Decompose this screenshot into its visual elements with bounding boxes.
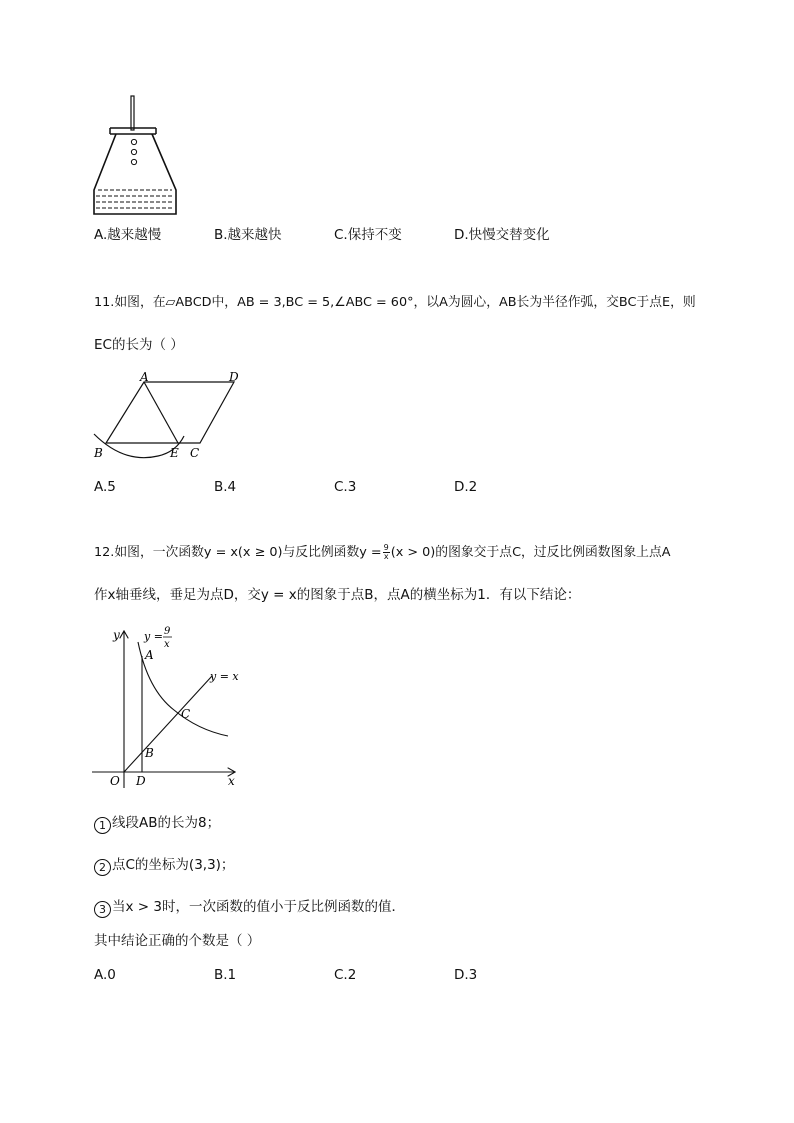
q12-stem-line2: 作x轴垂线，垂足为点D，交y = x的图象于点B，点A的横坐标为1．有以下结论： xyxy=(94,587,581,603)
q12-stem-fraction: $\frac{9}{x}$ xyxy=(383,543,389,561)
curve-label: y = xyxy=(144,630,163,643)
parallelogram-abcd xyxy=(106,382,234,443)
circled-number: 3 xyxy=(94,901,111,918)
graph-figure xyxy=(88,620,248,792)
label-a: A xyxy=(145,648,154,662)
label-c: C xyxy=(190,446,200,460)
segment-ae xyxy=(144,382,178,443)
line-y-equals-x xyxy=(124,676,212,772)
label-a: A xyxy=(140,370,149,384)
flask-tube xyxy=(131,96,134,130)
q11-stem-line2: EC的长为（ ） xyxy=(94,337,184,353)
q10-option-d[interactable]: D.快慢交替变化 xyxy=(454,227,550,243)
q11-option-b[interactable]: B.4 xyxy=(214,479,237,495)
q11-option-a[interactable]: A.5 xyxy=(94,479,116,495)
conclusion-1: 1 线段AB的长为8； xyxy=(94,814,220,834)
curve-label-den: x xyxy=(164,639,170,650)
circled-number: 2 xyxy=(94,859,111,876)
q11-stem-line1: 11.如图，在▱ABCD中，AB = 3,BC = 5,∠ABC = 60°，以A为圆心，AB长为半径作弧，交BC于点E，则 xyxy=(94,295,696,310)
q12-question: 其中结论正确的个数是（ ） xyxy=(94,933,261,949)
conclusion-2: 2 点C的坐标为(3,3)； xyxy=(94,856,234,876)
q12-option-d[interactable]: D.3 xyxy=(454,967,478,983)
q12-stem-part-a: 12.如图，一次函数y = x(x ≥ 0)与反比例函数y = xyxy=(94,545,382,560)
label-d: D xyxy=(229,370,239,384)
parallelogram-figure xyxy=(88,368,248,464)
q11-option-d[interactable]: D.2 xyxy=(454,479,478,495)
circled-number: 1 xyxy=(94,817,111,834)
label-e: E xyxy=(170,446,179,460)
conclusion-3: 3 当x > 3时，一次函数的值小于反比例函数的值． xyxy=(94,898,405,918)
q12-stem-part-b: (x > 0)的图象交于点C，过反比例函数图象上点A xyxy=(390,545,671,560)
y-axis-label: y xyxy=(113,628,120,642)
q12-stem-line1 xyxy=(94,544,671,562)
q10-option-c[interactable]: C.保持不变 xyxy=(334,227,402,243)
origin-label: O xyxy=(110,774,120,788)
q12-option-b[interactable]: B.1 xyxy=(214,967,237,983)
label-d: D xyxy=(136,774,146,788)
q12-option-c[interactable]: C.2 xyxy=(334,967,357,983)
q10-option-a[interactable]: A.越来越慢 xyxy=(94,227,162,243)
line-label: y = x xyxy=(210,670,239,683)
flask-figure xyxy=(88,94,184,218)
q11-option-c[interactable]: C.3 xyxy=(334,479,357,495)
label-b: B xyxy=(145,746,154,760)
q10-option-b[interactable]: B.越来越快 xyxy=(214,227,282,243)
label-c: C xyxy=(181,707,191,721)
x-axis-label: x xyxy=(228,774,235,788)
label-b: B xyxy=(94,446,103,460)
q12-option-a[interactable]: A.0 xyxy=(94,967,116,983)
curve-label-num: 9 xyxy=(164,626,171,637)
